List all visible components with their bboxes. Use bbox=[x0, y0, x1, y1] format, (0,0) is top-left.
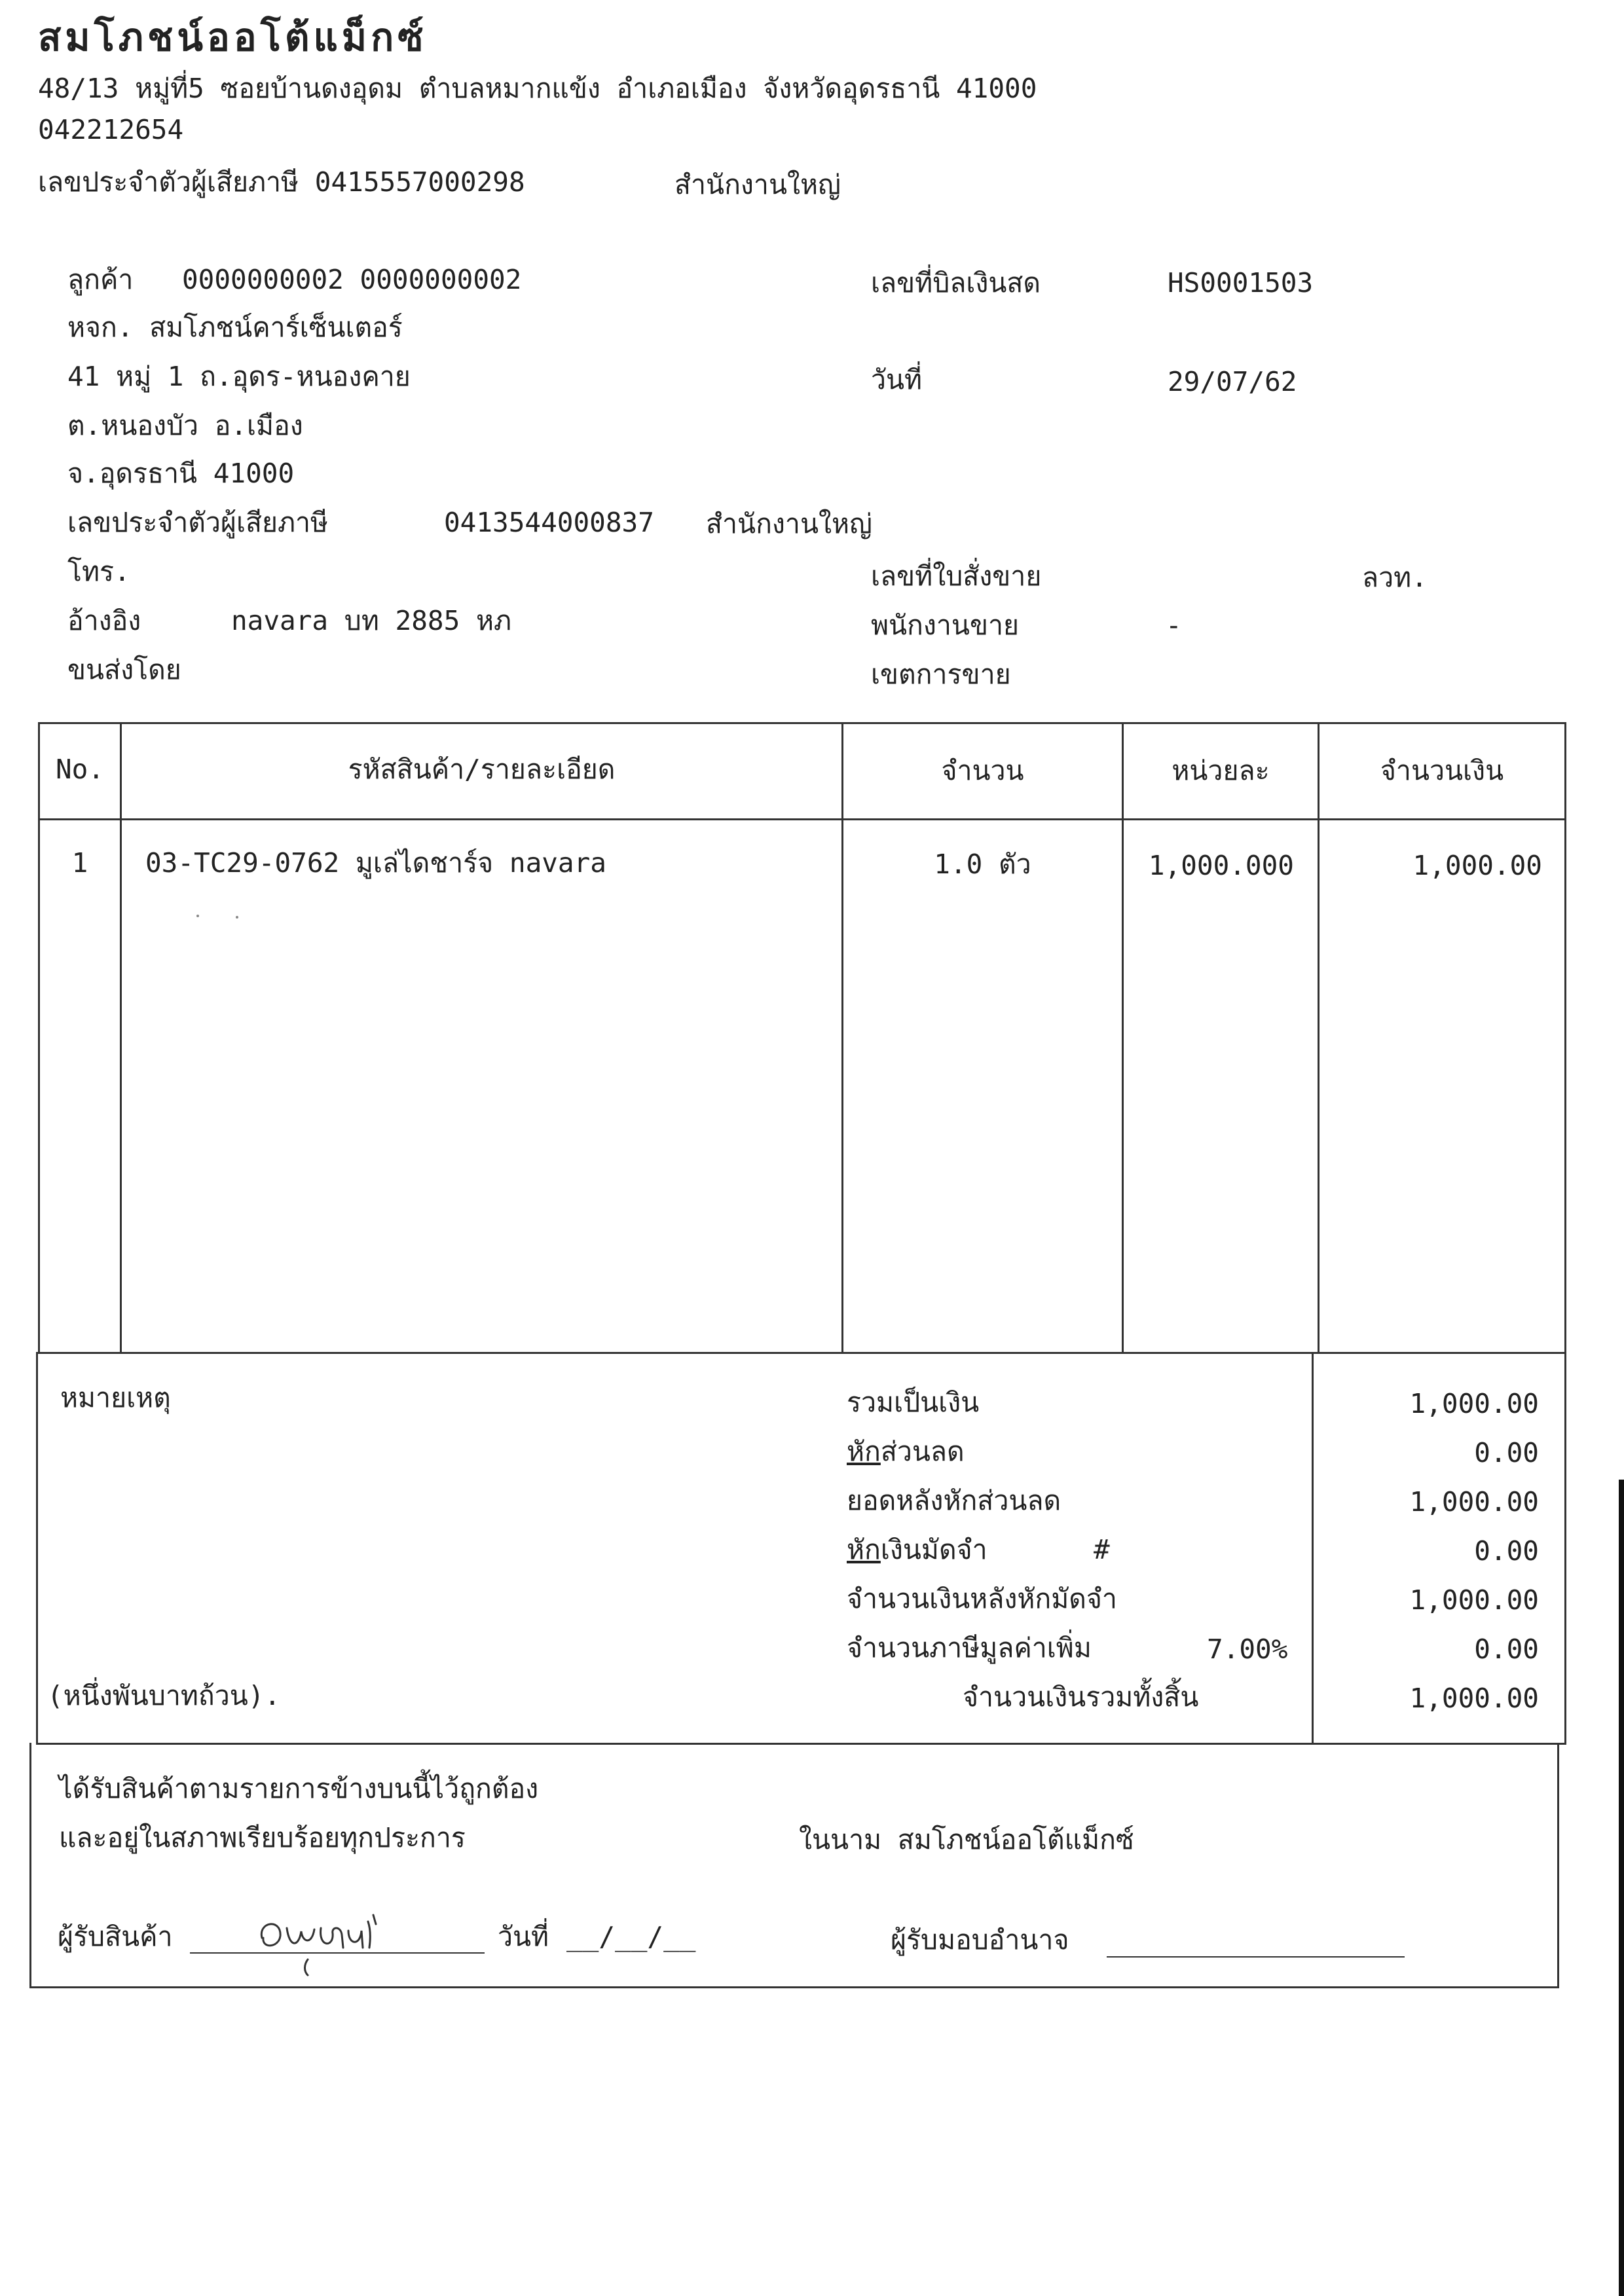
customer-tax-label: เลขประจำตัวผู้เสียภาษี bbox=[67, 507, 329, 538]
receiver-label: ผู้รับสินค้า bbox=[58, 1921, 173, 1952]
scan-speck bbox=[196, 915, 199, 917]
summary-left-border bbox=[36, 1352, 38, 1745]
bill-date-label: วันที่ bbox=[871, 364, 923, 395]
col-divider-unit bbox=[1318, 722, 1320, 1354]
customer-branch: สำนักงานใหญ่ bbox=[706, 508, 872, 539]
remark-label: หมายเหตุ bbox=[60, 1382, 171, 1413]
receive-date-blank: __/__/__ bbox=[566, 1921, 696, 1952]
row-description: 03-TC29-0762 มูเล่ไดชาร์จ navara bbox=[145, 847, 606, 879]
col-divider-desc bbox=[841, 722, 843, 1354]
after-deposit-label: จำนวนเงินหลังหักมัดจำ bbox=[847, 1583, 1117, 1614]
authorized-label: ผู้รับมอบอำนาจ bbox=[891, 1924, 1069, 1956]
receive-date-label: วันที่ bbox=[498, 1921, 549, 1952]
footer-bottom-border bbox=[29, 1986, 1559, 1988]
customer-ship-label: ขนส่งโดย bbox=[67, 654, 181, 685]
table-right-border bbox=[1564, 722, 1566, 1354]
after-discount-label: ยอดหลังหักส่วนลด bbox=[847, 1485, 1061, 1516]
table-header-border bbox=[38, 818, 1566, 820]
customer-phone-label: โทร. bbox=[67, 556, 130, 587]
table-top-border bbox=[38, 722, 1566, 724]
table-left-border bbox=[38, 722, 40, 1354]
customer-label: ลูกค้า bbox=[67, 264, 134, 295]
company-name: สมโภชน์ออโต้แม็กซ์ bbox=[38, 15, 428, 60]
company-tax-id: เลขประจำตัวผู้เสียภาษี 0415557000298 bbox=[38, 166, 525, 198]
received-statement-2: และอยู่ในสภาพเรียบร้อยทุกประการ bbox=[59, 1822, 466, 1853]
scan-speck bbox=[236, 916, 238, 919]
company-branch: สำนักงานใหญ่ bbox=[674, 169, 841, 200]
header-no: No. bbox=[55, 754, 105, 785]
row-amount: 1,000.00 bbox=[1412, 850, 1542, 881]
summary-value-divider bbox=[1312, 1352, 1314, 1745]
row-no: 1 bbox=[71, 847, 88, 879]
salesperson-value: - bbox=[1166, 610, 1182, 641]
discount-label bbox=[847, 1438, 965, 1465]
customer-tax-id: 0413544000837 bbox=[444, 507, 654, 538]
header-description: รหัสสินค้า/รายละเอียด bbox=[348, 754, 616, 785]
header-unit-price: หน่วยละ bbox=[1172, 755, 1270, 786]
customer-codes: 0000000002 0000000002 bbox=[182, 264, 522, 295]
bill-number: HS0001503 bbox=[1168, 267, 1314, 299]
customer-address-3: จ.อุดรธานี 41000 bbox=[67, 458, 295, 489]
customer-name: หจก. สมโภชน์คาร์เซ็นเตอร์ bbox=[67, 312, 403, 343]
subtotal-label: รวมเป็นเงิน bbox=[847, 1387, 980, 1418]
sales-order-value: ลวท. bbox=[1362, 562, 1428, 593]
customer-address-2: ต.หนองบัว อ.เมือง bbox=[67, 410, 303, 441]
footer-right-border bbox=[1557, 1743, 1559, 1988]
company-phone: 042212654 bbox=[38, 114, 184, 145]
customer-ref-label: อ้างอิง bbox=[67, 605, 141, 636]
grand-total-value: 1,000.00 bbox=[1409, 1683, 1539, 1714]
salesperson-label: พนักงานขาย bbox=[871, 610, 1020, 641]
received-statement-1: ได้รับสินค้าตามรายการข้างบนนี้ไว้ถูกต้อง bbox=[59, 1773, 539, 1804]
bill-number-label: เลขที่บิลเงินสด bbox=[871, 267, 1041, 299]
discount-label-rest: ส่วนลด bbox=[880, 1436, 965, 1467]
header-amount: จำนวนเงิน bbox=[1380, 755, 1504, 786]
on-behalf-of: ในนาม สมโภชน์ออโต้แม็กซ์ bbox=[799, 1824, 1134, 1855]
after-deposit-value: 1,000.00 bbox=[1409, 1584, 1539, 1616]
sales-order-label: เลขที่ใบสั่งขาย bbox=[871, 560, 1042, 592]
sales-area-label: เขตการขาย bbox=[871, 659, 1011, 690]
scan-edge-shadow bbox=[1619, 1480, 1624, 2296]
deposit-hash: # bbox=[1094, 1534, 1110, 1565]
deposit-label bbox=[847, 1534, 987, 1565]
authorized-signature-line bbox=[1107, 1956, 1405, 1958]
summary-bottom-border bbox=[36, 1743, 1566, 1745]
grand-total-label: จำนวนเงินรวมทั้งสิ้น bbox=[963, 1681, 1199, 1713]
amount-in-words: (หนึ่งพันบาทถ้วน). bbox=[47, 1680, 281, 1711]
customer-ref-value: navara บท 2885 หภ bbox=[231, 605, 511, 636]
receiver-signature bbox=[255, 1902, 393, 1977]
subtotal-value: 1,000.00 bbox=[1409, 1388, 1539, 1419]
discount-value: 0.00 bbox=[1474, 1437, 1539, 1468]
row-unit-price: 1,000.000 bbox=[1148, 850, 1294, 881]
summary-right-border bbox=[1564, 1352, 1566, 1745]
company-address: 48/13 หมู่ที่5 ซอยบ้านดงอุดม ตำบลหมากแข้ง อำเภอเมือง จังหวัดอุดรธานี 41000 bbox=[38, 73, 1037, 104]
deposit-label-deduct: หัก bbox=[847, 1534, 881, 1565]
footer-left-border bbox=[29, 1743, 31, 1988]
customer-address-1: 41 หมู่ 1 ถ.อุดร-หนองคาย bbox=[67, 361, 411, 392]
bill-date: 29/07/62 bbox=[1168, 366, 1297, 397]
col-divider-no bbox=[120, 722, 122, 1354]
vat-label: จำนวนภาษีมูลค่าเพิ่ม bbox=[847, 1632, 1092, 1664]
deposit-value: 0.00 bbox=[1474, 1535, 1539, 1567]
discount-label-deduct: หัก bbox=[847, 1436, 881, 1467]
vat-rate: 7.00% bbox=[1207, 1633, 1288, 1665]
after-discount-value: 1,000.00 bbox=[1409, 1486, 1539, 1518]
col-divider-qty bbox=[1122, 722, 1124, 1354]
row-quantity: 1.0 ตัว bbox=[934, 848, 1031, 880]
table-bottom-border bbox=[36, 1352, 1566, 1354]
vat-value: 0.00 bbox=[1474, 1633, 1539, 1665]
deposit-label-rest: เงินมัดจำ bbox=[880, 1534, 987, 1565]
header-quantity: จำนวน bbox=[941, 755, 1024, 786]
